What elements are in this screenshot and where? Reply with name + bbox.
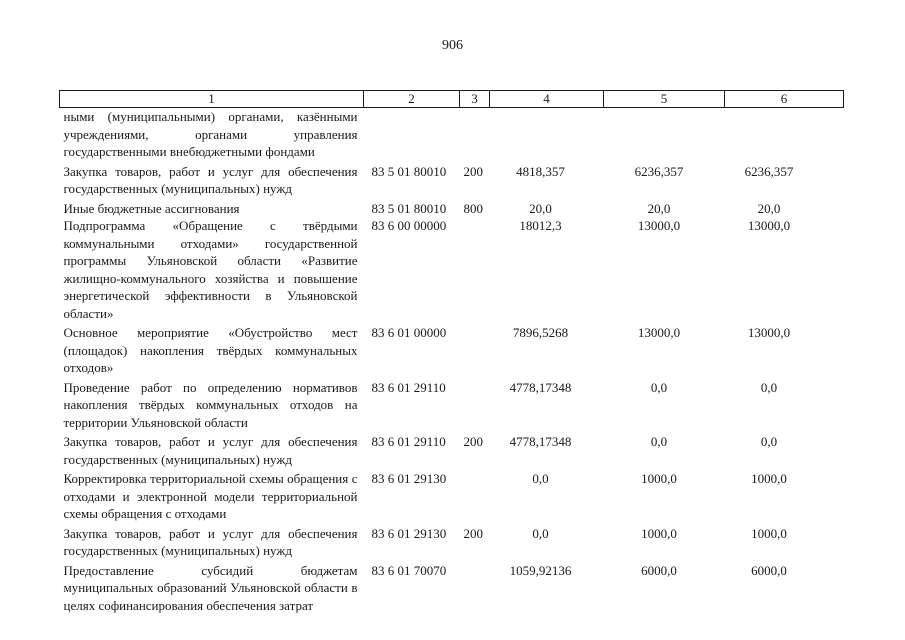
expense-type xyxy=(460,217,490,324)
expense-type xyxy=(460,108,490,163)
table-row xyxy=(60,108,844,163)
amount-col-5: 13000,0 xyxy=(637,325,681,340)
item-name: Закупка товаров, работ и услуг для обеспечения государственных (муниципальных) нужд xyxy=(63,434,358,467)
amount-col-4 xyxy=(490,108,604,163)
table-row xyxy=(60,433,844,470)
table-row xyxy=(60,217,844,324)
budget-table xyxy=(59,90,844,614)
table-row xyxy=(60,200,844,218)
amount-col-6: 6000,0 xyxy=(751,562,787,578)
item-name: Основное мероприятие «Обустройство мест (площадок) накопления твёрдых коммунальных отходов» xyxy=(63,325,358,375)
classification-code: 83 6 00 00000 xyxy=(371,218,447,233)
item-name: Закупка товаров, работ и услуг для обеспечения государственных (муниципальных) нужд xyxy=(63,163,358,196)
amount-col-4: 4778,17348 xyxy=(509,434,572,449)
expense-type: 200 xyxy=(463,525,483,541)
amount-col-6: 0,0 xyxy=(760,379,778,395)
item-name: Проведение работ по определению нормативов накопления твёрдых коммунальных отходов на территории Ульяновской области xyxy=(63,379,358,430)
expense-type xyxy=(460,379,490,434)
item-name: Закупка товаров, работ и услуг для обеспечения государственных (муниципальных) нужд xyxy=(63,525,358,558)
amount-col-6 xyxy=(725,108,844,163)
amount-col-4: 18012,3 xyxy=(519,218,562,233)
amount-col-5: 1000,0 xyxy=(641,525,677,541)
table-header-row xyxy=(60,91,844,108)
amount-col-6: 13000,0 xyxy=(747,218,791,233)
classification-code xyxy=(364,108,460,163)
amount-col-5: 6000,0 xyxy=(641,562,677,578)
amount-col-5: 6236,357 xyxy=(634,163,684,179)
expense-type xyxy=(460,562,490,615)
page-number: 906 xyxy=(442,38,463,53)
classification-code: 83 6 01 70070 xyxy=(371,562,447,578)
amount-col-4: 20,0 xyxy=(529,200,552,216)
expense-type xyxy=(460,470,490,525)
amount-col-4: 0,0 xyxy=(532,525,549,541)
classification-code: 83 6 01 29110 xyxy=(371,434,446,449)
classification-code: 83 6 01 29110 xyxy=(371,379,446,395)
expense-type xyxy=(460,324,490,379)
classification-code: 83 5 01 80010 xyxy=(371,200,447,216)
column-header-3: 3 xyxy=(460,91,490,108)
amount-col-6: 1000,0 xyxy=(751,471,787,486)
amount-col-5: 1000,0 xyxy=(641,471,677,486)
amount-col-4: 1059,92136 xyxy=(509,562,572,578)
amount-col-4: 0,0 xyxy=(532,471,549,486)
table-row xyxy=(60,163,844,200)
amount-col-4: 4778,17348 xyxy=(509,379,572,395)
classification-code: 83 6 01 29130 xyxy=(371,525,447,541)
table-row xyxy=(60,562,844,615)
amount-col-5: 20,0 xyxy=(647,200,671,216)
item-name: Корректировка территориальной схемы обращения с отходами и электронной модели территориальной схемы обращения с отходами xyxy=(63,471,358,521)
table-row xyxy=(60,324,844,379)
column-header-5: 5 xyxy=(604,91,725,108)
amount-col-4: 7896,5268 xyxy=(512,325,569,340)
amount-col-4: 4818,357 xyxy=(516,163,565,179)
amount-col-6: 0,0 xyxy=(760,434,778,449)
classification-code: 83 6 01 00000 xyxy=(371,325,447,340)
table-row xyxy=(60,379,844,434)
amount-col-5 xyxy=(604,108,725,163)
classification-code: 83 6 01 29130 xyxy=(371,471,447,486)
amount-col-6: 20,0 xyxy=(757,200,781,216)
column-header-2: 2 xyxy=(364,91,460,108)
amount-col-6: 13000,0 xyxy=(747,325,791,340)
column-header-1: 1 xyxy=(60,91,364,108)
item-name: Предоставление субсидий бюджетам муниципальных образований Ульяновской области в целях софинансирования обеспечения затрат xyxy=(63,562,358,613)
amount-col-5: 0,0 xyxy=(650,434,668,449)
amount-col-5: 13000,0 xyxy=(637,218,681,233)
column-header-6: 6 xyxy=(725,91,844,108)
amount-col-6: 6236,357 xyxy=(744,163,794,179)
amount-col-6: 1000,0 xyxy=(751,525,787,541)
item-name: ными (муниципальными) органами, казёнными учреждениями, органами управления государственными внебюджетными фондами xyxy=(63,109,358,159)
table-row xyxy=(60,470,844,525)
table-row xyxy=(60,525,844,562)
classification-code: 83 5 01 80010 xyxy=(371,163,447,179)
expense-type: 200 xyxy=(463,434,483,449)
expense-type: 200 xyxy=(463,163,483,179)
expense-type: 800 xyxy=(463,200,483,216)
item-name: Иные бюджетные ассигнования xyxy=(63,200,240,216)
item-name: Подпрограмма «Обращение с твёрдыми коммунальными отходами» государственной программы Ульяновской области «Развитие жилищно-коммунального хозяйства и повышение энергетической эффективности в Ульяновской области» xyxy=(63,218,358,321)
column-header-4: 4 xyxy=(490,91,604,108)
amount-col-5: 0,0 xyxy=(650,379,668,395)
